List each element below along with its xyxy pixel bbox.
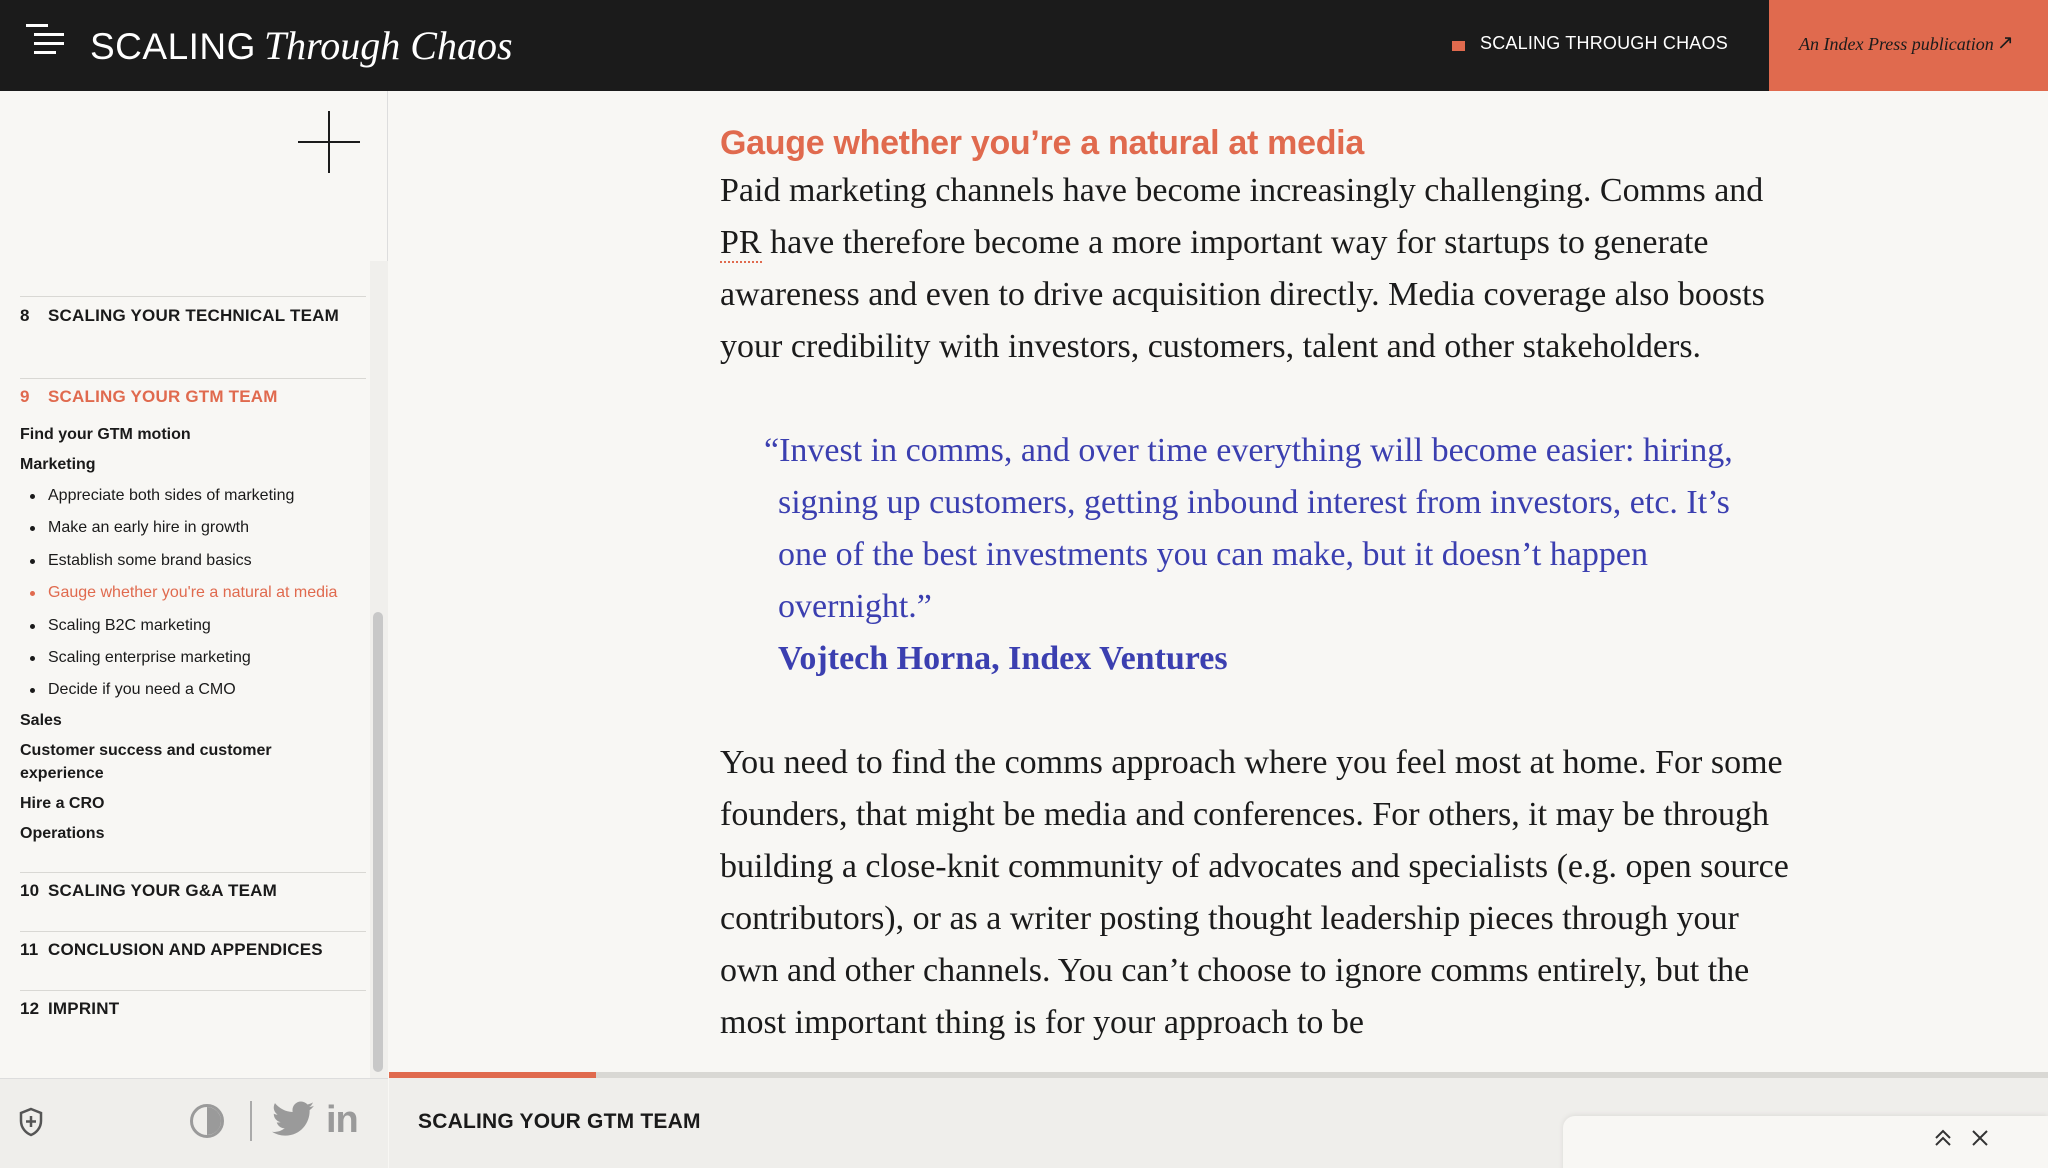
shield-icon[interactable] (18, 1107, 44, 1137)
nav-chip-marker (1452, 41, 1465, 51)
publication-link[interactable] (1769, 0, 2048, 91)
toc-item-operations[interactable]: Operations (20, 825, 105, 842)
toc-bullet-item[interactable] (30, 679, 236, 701)
bullet-label: Appreciate both sides of marketing (48, 487, 295, 504)
section-number: 12 (20, 999, 40, 1018)
brand-italic: Through Chaos (263, 23, 513, 68)
bullet-label: Establish some brand basics (48, 552, 252, 569)
site-brand[interactable] (90, 22, 513, 69)
quote-author: Vojtech Horna, Index Ventures (778, 640, 1228, 677)
bullet-label: Make an early hire in growth (48, 519, 249, 536)
toc-item-marketing[interactable]: Marketing (20, 456, 96, 473)
glossary-term-pr[interactable]: PR (720, 224, 762, 261)
bottom-bar (389, 1078, 2048, 1168)
bullet-label: Decide if you need a CMO (48, 681, 236, 698)
current-section-title[interactable]: SCALING YOUR GTM TEAM (418, 1110, 701, 1133)
section-label: CONCLUSION AND APPENDICES (48, 940, 323, 959)
table-of-contents[interactable] (0, 261, 368, 1078)
toc-bullet-item[interactable] (30, 615, 211, 637)
contrast-icon[interactable] (190, 1104, 224, 1138)
article-body (720, 121, 1800, 1049)
plus-icon[interactable] (298, 111, 360, 173)
toc-item-customer-success[interactable]: Customer success and customer experience (20, 742, 272, 782)
section-number: 10 (20, 881, 40, 900)
toc-bullet-item[interactable] (30, 517, 249, 539)
bullet-label: Gauge whether you're a natural at media (48, 584, 338, 601)
bullet-label: Scaling B2C marketing (48, 617, 211, 634)
brand-main: SCALING (90, 26, 256, 67)
pull-quote (764, 425, 1764, 685)
menu-icon[interactable] (26, 22, 70, 58)
top-header (0, 0, 2048, 91)
divider (250, 1101, 252, 1141)
section-label: SCALING YOUR TECHNICAL TEAM (48, 306, 339, 325)
external-arrow-icon: ↗ (1997, 32, 2014, 54)
section-number: 9 (20, 387, 30, 406)
section-heading: Gauge whether you’re a natural at media (720, 124, 1364, 162)
section-label: SCALING YOUR G&A TEAM (48, 881, 277, 900)
sidebar-scrollbar-thumb[interactable] (373, 612, 383, 1072)
paragraph-text: Paid marketing channels have become increasingly challenging. Comms and (720, 172, 1764, 209)
toc-item-sales[interactable]: Sales (20, 712, 62, 729)
toc-bullet-item[interactable] (30, 647, 251, 669)
twitter-icon[interactable] (272, 1101, 314, 1137)
nav-book-title[interactable]: SCALING THROUGH CHAOS (1480, 33, 1728, 53)
chevron-double-up-icon[interactable] (1931, 1126, 1955, 1150)
paragraph-comms: You need to find the comms approach where you feel most at home. For some founders, that might be media and conferences. For others, it may be through building a close-knit community of advocates and specialists (e.g. open source contributors), or as a writer posting thought leadership pieces through your own and other channels. You can’t choose to ignore comms entirely, but the most important thing is for your approach to be (720, 744, 1789, 1041)
toc-bullet-item[interactable] (30, 550, 252, 572)
toc-bullet-item-active[interactable] (30, 582, 337, 604)
section-label: SCALING YOUR GTM TEAM (48, 387, 278, 406)
section-number: 11 (20, 940, 39, 959)
toc-bullet-item[interactable] (30, 485, 294, 507)
section-number: 8 (20, 306, 30, 325)
linkedin-icon[interactable]: in (326, 1099, 358, 1141)
toc-section-8[interactable] (20, 304, 366, 350)
close-icon[interactable] (1968, 1126, 1992, 1150)
publication-label: An Index Press publication (1799, 34, 1994, 54)
main-content (389, 91, 2048, 1078)
section-label: IMPRINT (48, 999, 120, 1018)
paragraph-intro (720, 165, 1800, 373)
paragraph-text: have therefore become a more important way for startups to generate awareness and even to drive acquisition directly. Media coverage also boosts your credibility with investors, customers, talent and other stakeholders. (720, 224, 1765, 365)
floating-panel (1563, 1116, 2048, 1168)
bullet-label: Scaling enterprise marketing (48, 649, 251, 666)
quote-text: “Invest in comms, and over time everything will become easier: hiring, signing up customers, getting inbound interest from investors, etc. It’s one of the best investments you can make, but it doesn’t happen overnight.” (764, 432, 1733, 625)
toc-item-hire-cro[interactable]: Hire a CRO (20, 795, 105, 812)
toc-item-find-gtm-motion[interactable]: Find your GTM motion (20, 426, 191, 443)
sidebar-footer (0, 1078, 388, 1168)
